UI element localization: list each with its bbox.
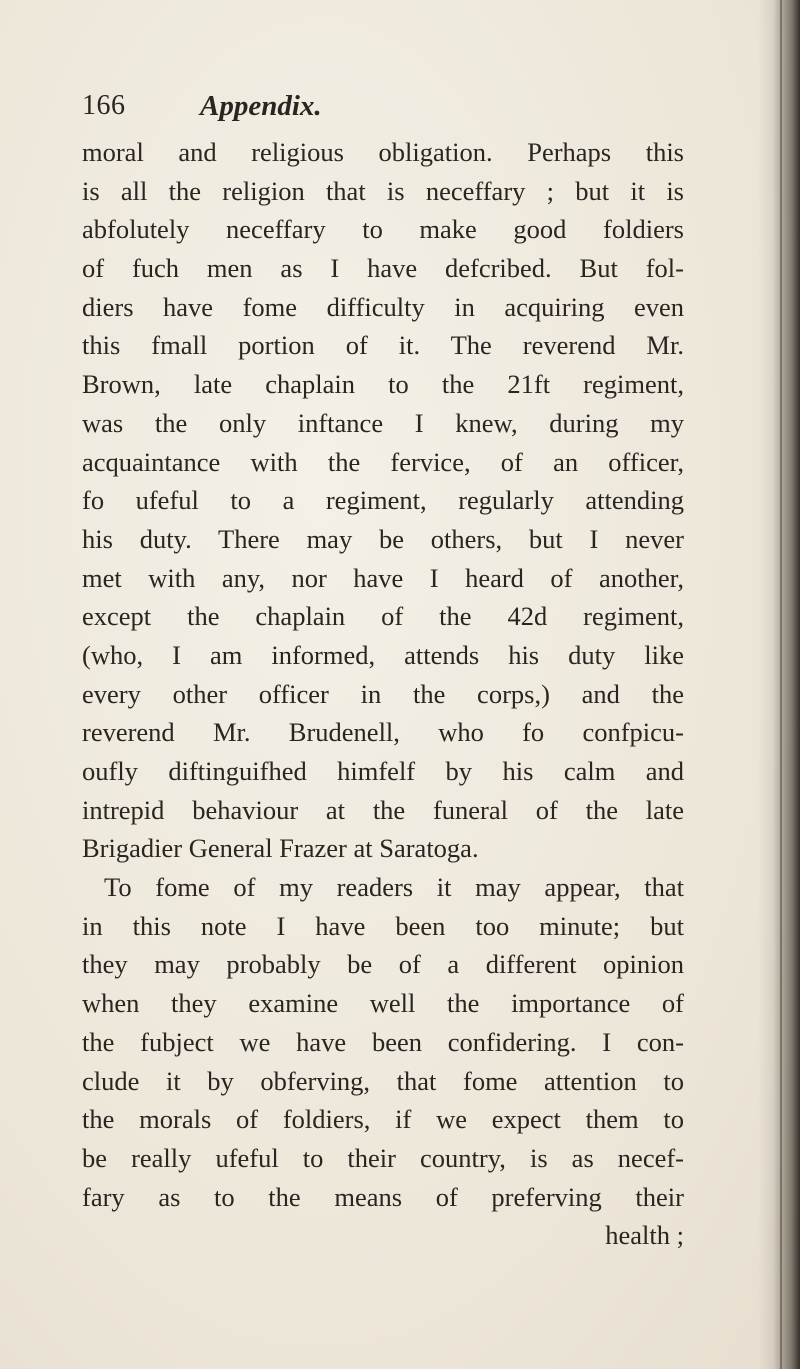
text-line: reverend Mr. Brudenell, who fo confpicu- (82, 717, 684, 748)
page-header (82, 90, 702, 130)
text-line: oufly diftinguifhed himfelf by his calm and (82, 756, 684, 786)
text-line: except the chaplain of the 42d regiment, (82, 601, 684, 632)
text-line: his duty. There may be others, but I never (82, 523, 684, 554)
text-line: intrepid behaviour at the funeral of the late (82, 794, 684, 825)
text-line: abfolutely neceffary to make good foldiers (82, 214, 684, 245)
text-line: moral and religious obligation. Perhaps this (82, 137, 684, 167)
text-line: is all the religion that is neceffary ; but it is (82, 175, 684, 206)
text-line: acquaintance with the fervice, of an officer, (82, 446, 684, 477)
body-text (82, 133, 684, 1255)
catchword: health ; (605, 1220, 684, 1251)
text-line: every other officer in the corps,) and the (82, 678, 684, 709)
text-line: in this note I have been too minute; but (82, 910, 684, 941)
binding-edge (780, 0, 782, 1369)
text-line: the morals of foldiers, if we expect them to (82, 1104, 684, 1135)
text-line: fary as to the means of preferving their (82, 1181, 684, 1212)
running-head: Appendix. (200, 90, 322, 122)
text-line: when they examine well the importance of (82, 988, 684, 1019)
text-line: fo ufeful to a regiment, regularly attending (82, 485, 684, 516)
binding-shadow (758, 0, 800, 1369)
text-line: be really ufeful to their country, is as necef- (82, 1142, 684, 1173)
paragraph-start-line: To fome of my readers it may appear, that (104, 872, 684, 903)
paragraph-end-line: Brigadier General Frazer at Saratoga. (82, 833, 479, 864)
text-line: clude it by obferving, that fome attention to (82, 1065, 684, 1096)
text-line: met with any, nor have I heard of another, (82, 562, 684, 593)
text-line: they may probably be of a different opinion (82, 949, 684, 980)
text-line: of fuch men as I have defcribed. But fol- (82, 253, 684, 284)
page-number: 166 (82, 90, 126, 121)
text-line: the fubject we have been confidering. I con- (82, 1026, 684, 1057)
text-line: this fmall portion of it. The reverend Mr. (82, 330, 684, 361)
text-line: Brown, late chaplain to the 21ft regiment, (82, 369, 684, 400)
text-line: diers have fome difficulty in acquiring even (82, 291, 684, 322)
text-line: (who, I am informed, attends his duty like (82, 639, 684, 670)
text-line: was the only inftance I knew, during my (82, 407, 684, 438)
